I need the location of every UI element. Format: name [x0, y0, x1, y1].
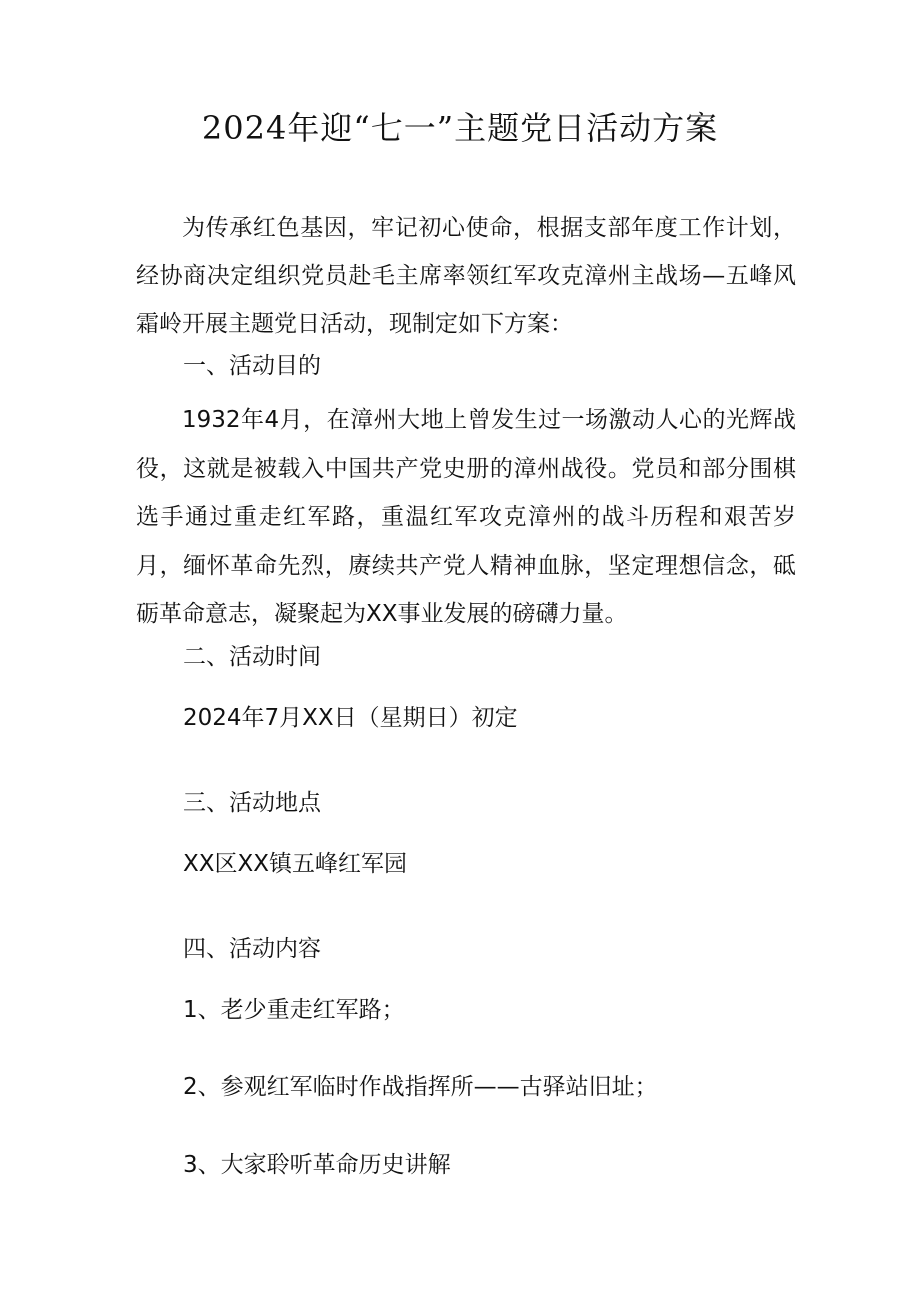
document-title: 2024年迎“七一”主题党日活动方案: [201, 109, 719, 147]
section-heading-location: 三、活动地点: [183, 790, 321, 816]
content-item-3: 3、大家聆听革命历史讲解: [183, 1152, 451, 1178]
content-item-1: 1、老少重走红军路；: [183, 997, 405, 1023]
section-heading-purpose: 一、活动目的: [183, 353, 321, 379]
intro-paragraph: 为传承红色基因，牢记初心使命，根据支部年度工作计划，经协商决定组织党员赴毛主席率领红军攻克漳州主战场—五峰风霜岭开展主题党日活动，现制定如下方案：: [136, 215, 796, 337]
activity-time-text: 2024年7月XX日（星期日）初定: [183, 705, 518, 731]
activity-location-text: XX区XX镇五峰红军园: [183, 851, 408, 877]
purpose-paragraph: 1932年4月，在漳州大地上曾发生过一场激动人心的光辉战役，这就是被载入中国共产党史册的漳州战役。党员和部分围棋选手通过重走红军路，重温红军攻克漳州的战斗历程和艰苦岁月，缅怀革命先烈，赓续共产党人精神血脉，坚定理想信念，砥砺革命意志，凝聚起为XX事业发展的磅礴力量。: [136, 407, 796, 627]
section-heading-time: 二、活动时间: [183, 644, 321, 670]
section-heading-content: 四、活动内容: [183, 936, 321, 962]
content-item-2: 2、参观红军临时作战指挥所——古驿站旧址；: [183, 1074, 658, 1100]
